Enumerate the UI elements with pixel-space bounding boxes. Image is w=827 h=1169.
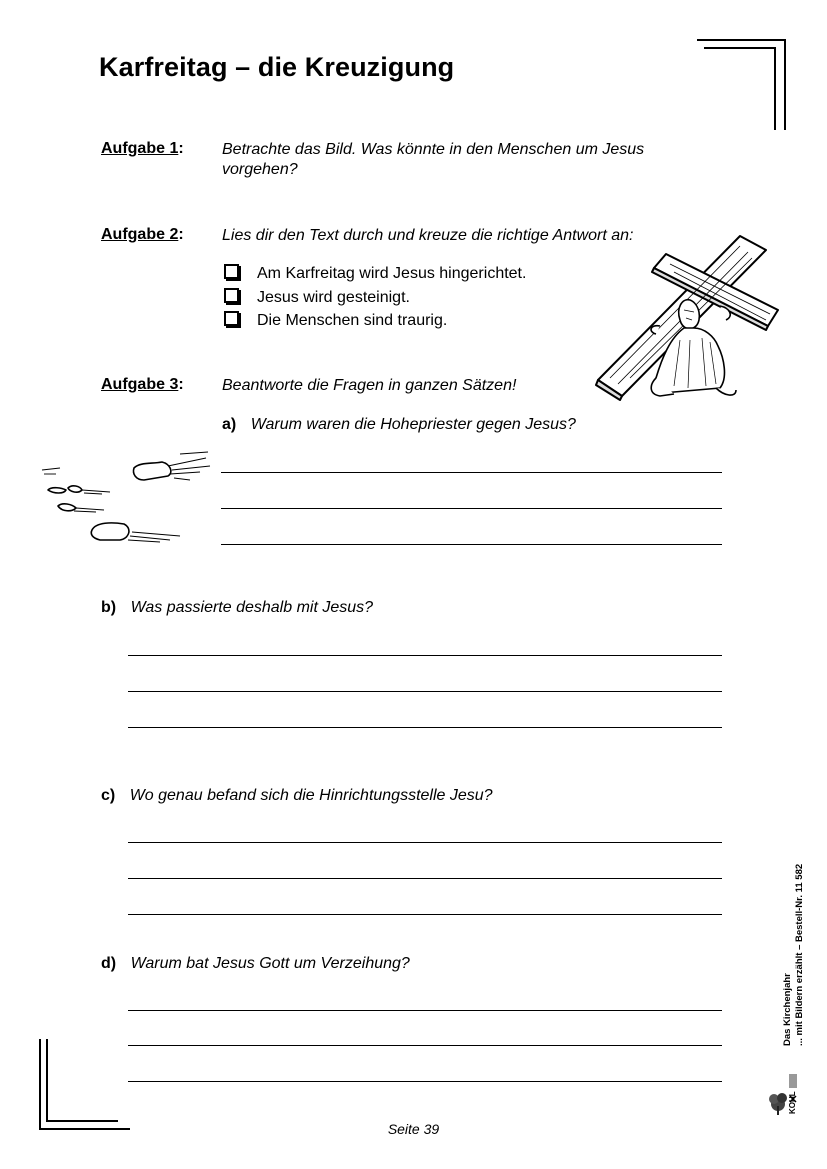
answer-line[interactable] — [128, 878, 722, 879]
checkbox-icon[interactable] — [224, 264, 239, 279]
flying-stones-illustration — [40, 450, 215, 550]
sidebar-order-number: ... mit Bildern erzählt – Bestell-Nr. 11 582 — [794, 863, 805, 1046]
checkbox-option[interactable]: Jesus wird gesteinigt. — [224, 288, 410, 307]
task-3-label: Aufgabe 3: — [101, 376, 184, 393]
answer-line[interactable] — [128, 1010, 722, 1011]
checkbox-option[interactable]: Die Menschen sind traurig. — [224, 311, 447, 330]
task-3-text: Beantworte die Fragen in ganzen Sätzen! — [222, 377, 517, 394]
publisher-logo — [766, 1052, 810, 1116]
question-a: a) Warum waren die Hohepriester gegen Jesus? — [222, 416, 576, 433]
answer-line[interactable] — [128, 691, 722, 692]
question-b: b) Was passierte deshalb mit Jesus? — [101, 599, 374, 616]
corner-frame-top-right — [690, 36, 790, 136]
answer-line[interactable] — [128, 914, 722, 915]
answer-line[interactable] — [128, 655, 722, 656]
corner-frame-bottom-left — [34, 1035, 134, 1135]
question-d: d) Warum bat Jesus Gott um Verzeihung? — [101, 955, 410, 972]
page-title: Karfreitag – die Kreuzigung — [99, 52, 455, 82]
jesus-carrying-cross-illustration — [590, 228, 790, 408]
checkbox-option[interactable]: Am Karfreitag wird Jesus hingerichtet. — [224, 264, 526, 283]
task-2-label: Aufgabe 2: — [101, 226, 184, 243]
answer-line[interactable] — [128, 842, 722, 843]
answer-line[interactable] — [221, 544, 722, 545]
checkbox-icon[interactable] — [224, 288, 239, 303]
question-c: c) Wo genau befand sich die Hinrichtungsstelle Jesu? — [101, 787, 493, 804]
task-2-text: Lies dir den Text durch und kreuze die richtige Antwort an: — [222, 227, 634, 244]
page-number: Seite 39 — [387, 1121, 440, 1137]
answer-line[interactable] — [221, 508, 722, 509]
answer-line[interactable] — [128, 1081, 722, 1082]
checkbox-icon[interactable] — [224, 311, 239, 326]
task-1-label: Aufgabe 1: — [101, 140, 184, 157]
task-1-text: Betrachte das Bild. Was könnte in den Menschen um Jesus vorgehen? — [222, 141, 645, 178]
answer-line[interactable] — [128, 727, 722, 728]
answer-line[interactable] — [221, 472, 722, 473]
publisher-name: KOHL — [788, 1091, 797, 1114]
answer-line[interactable] — [128, 1045, 722, 1046]
sidebar-title: Das Kirchenjahr — [782, 973, 793, 1046]
